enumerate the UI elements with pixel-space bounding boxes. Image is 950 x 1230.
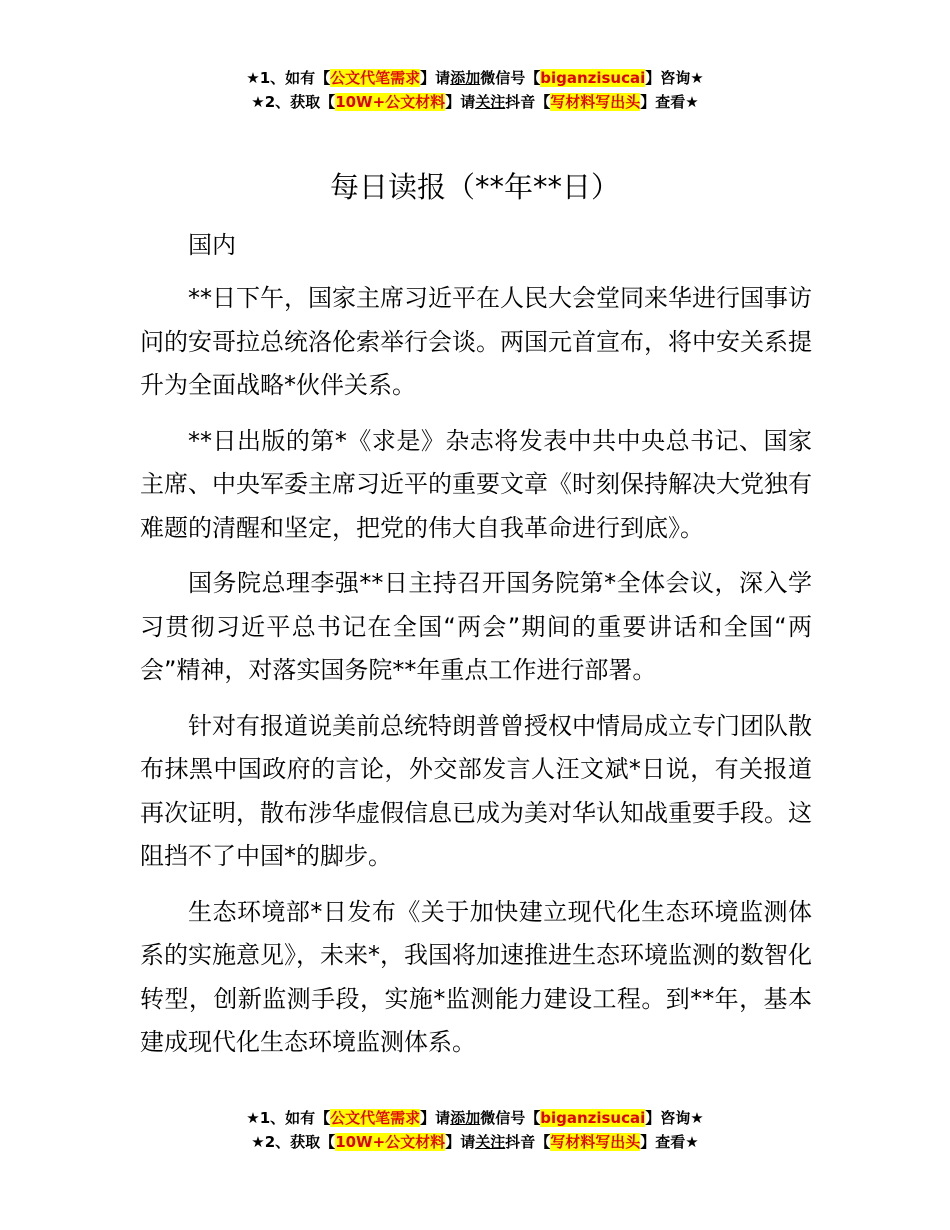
news-paragraph: 针对有报道说美前总统特朗普曾授权中情局成立专门团队散布抹黑中国政府的言论，外交部发言人汪文斌*日说，有关报道再次证明，散布涉华虚假信息已成为美对华认知战重要手段。这阻挡不了中国*的脚步。: [140, 711, 812, 870]
document-body: [140, 225, 812, 1077]
section-heading: 国内: [188, 231, 236, 259]
banner-line-2: [0, 1130, 950, 1154]
banner-text: 抖音【: [505, 1133, 551, 1151]
banner-text: 抖音【: [505, 93, 551, 111]
banner-highlight: 公文代笔需求: [330, 1109, 421, 1127]
banner-text: 微信号【: [480, 69, 541, 87]
news-paragraph: **日下午，国家主席习近平在人民大会堂同来华进行国事访问的安哥拉总统洛伦索举行会谈。两国元首宣布，将中安关系提升为全面战略*伙伴关系。: [140, 284, 812, 399]
banner-underline: 添加: [450, 1109, 481, 1127]
banner-highlight: 写材料写出头: [550, 93, 641, 111]
banner-text: 】查看★: [640, 1133, 699, 1151]
banner-line-1: [0, 66, 950, 90]
banner-text: 】请: [445, 1133, 476, 1151]
news-paragraph: **日出版的第*《求是》杂志将发表中共中央总书记、国家主席、中央军委主席习近平的重要文章《时刻保持解决大党独有难题的清醒和坚定，把党的伟大自我革命进行到底》。: [140, 426, 812, 542]
news-paragraph: 国务院总理李强**日主持召开国务院第*全体会议，深入学习贯彻习近平总书记在全国“两会”期间的重要讲话和全国“两会”精神，对落实国务院**年重点工作进行部署。: [140, 569, 812, 684]
news-paragraph: 生态环境部*日发布《关于加快建立现代化生态环境监测体系的实施意见》，未来*，我国将加速推进生态环境监测的数智化转型，创新监测手段，实施*监测能力建设工程。到**年，基本建成现代化生态环境监测体系。: [140, 897, 812, 1056]
banner-underline: 关注: [475, 1133, 506, 1151]
banner-highlight: 10W+公文材料: [335, 93, 446, 111]
banner-text: 】咨询★: [645, 1109, 704, 1127]
footer-banner: [0, 1106, 950, 1154]
banner-text: ★2、获取【: [251, 93, 336, 111]
banner-highlight: 写材料写出头: [550, 1133, 641, 1151]
banner-text: ★2、获取【: [251, 1133, 336, 1151]
banner-text: 】请: [445, 93, 476, 111]
banner-line-2: [0, 90, 950, 114]
banner-text: ★1、如有【: [246, 1109, 331, 1127]
document-title: 每日读报（**年**日）: [329, 170, 620, 204]
banner-highlight: 10W+公文材料: [335, 1133, 446, 1151]
banner-text: 】请: [420, 69, 451, 87]
banner-underline: 关注: [475, 93, 506, 111]
banner-underline: 添加: [450, 69, 481, 87]
banner-text: ★1、如有【: [246, 69, 331, 87]
banner-text: 】请: [420, 1109, 451, 1127]
banner-text: 】咨询★: [645, 69, 704, 87]
banner-highlight: biganzisucai: [540, 1109, 646, 1127]
header-banner: [0, 66, 950, 114]
banner-text: 】查看★: [640, 93, 699, 111]
banner-text: 微信号【: [480, 1109, 541, 1127]
banner-highlight: 公文代笔需求: [330, 69, 421, 87]
banner-line-1: [0, 1106, 950, 1130]
banner-highlight: biganzisucai: [540, 69, 646, 87]
